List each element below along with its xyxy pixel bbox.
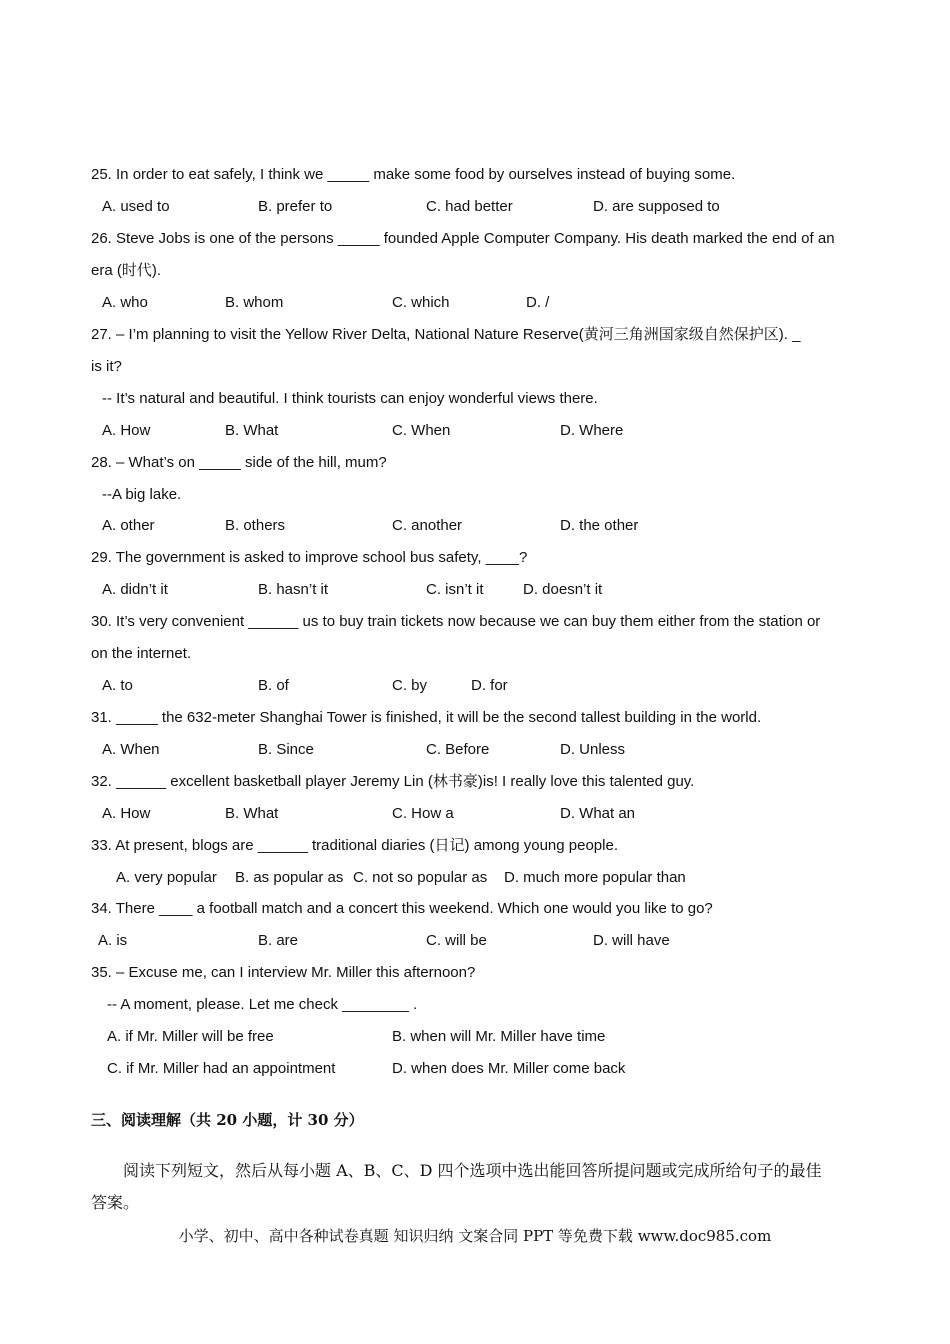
question-31-option-a: A. When [102,741,160,758]
question-33-option-b: B. as popular as [235,869,344,886]
question-32-line-1: 32. ______ excellent basketball player Jeremy Lin (林书豪)is! I really love this talented guy. [91,773,695,790]
question-30-option-b: B. of [258,677,289,694]
question-30-line-1: 30. It’s very convenient ______ us to buy train tickets now because we can buy them either from the station or [91,613,821,630]
question-33-option-c: C. not so popular as [353,869,488,886]
question-30-option-d: D. for [471,677,508,694]
question-25-option-b: B. prefer to [258,198,333,215]
question-27-option-a: A. How [102,422,151,439]
section-instruction-line-1: 阅读下列短文，然后从每小题 A、B、C、D 四个选项中选出能回答所提问题或完成所给句子的最佳 [123,1161,822,1180]
question-26-option-b: B. whom [225,294,284,311]
question-35-line-2: -- A moment, please. Let me check ________ . [107,996,418,1013]
question-35-option-c: C. if Mr. Miller had an appointment [107,1060,336,1077]
question-26-option-c: C. which [392,294,450,311]
section-title: 三、阅读理解（共 20 小题，计 30 分） [91,1111,364,1129]
question-33-option-d: D. much more popular than [504,869,686,886]
question-31-option-b: B. Since [258,741,314,758]
question-29-option-b: B. hasn’t it [258,581,329,598]
question-34-option-d: D. will have [593,932,670,949]
question-25-line-1: 25. In order to eat safely, I think we _____ make some food by ourselves instead of buying some. [91,166,736,183]
question-35-option-d: D. when does Mr. Miller come back [392,1060,626,1077]
question-25-option-d: D. are supposed to [593,198,720,215]
question-35-option-a: A. if Mr. Miller will be free [107,1028,274,1045]
question-28-line-1: 28. – What’s on _____ side of the hill, mum? [91,454,387,471]
question-35-line-1: 35. – Excuse me, can I interview Mr. Miller this afternoon? [91,964,476,981]
question-34-option-c: C. will be [426,932,487,949]
question-32-option-a: A. How [102,805,151,822]
question-27-line-1: 27. – I’m planning to visit the Yellow River Delta, National Nature Reserve(黄河三角洲国家级自然保护区). _ [91,326,801,343]
question-29-line-1: 29. The government is asked to improve school bus safety, ____? [91,549,528,566]
question-30-option-c: C. by [392,677,428,694]
question-26-option-d: D. / [526,294,550,311]
question-27-option-b: B. What [225,422,279,439]
question-30-option-a: A. to [102,677,133,694]
question-30-line-2: on the internet. [91,645,192,662]
question-25-option-c: C. had better [426,198,513,215]
question-27-option-d: D. Where [560,422,624,439]
question-32-option-c: C. How a [392,805,454,822]
question-34-option-a: A. is [98,932,128,949]
question-25-option-a: A. used to [102,198,170,215]
question-33-option-a: A. very popular [116,869,217,886]
question-26-line-2: era (时代). [91,262,162,279]
question-27-line-2: is it? [91,358,122,375]
question-32-option-b: B. What [225,805,279,822]
question-31-option-d: D. Unless [560,741,626,758]
question-32-option-d: D. What an [560,805,636,822]
question-31-option-c: C. Before [426,741,490,758]
question-31-line-1: 31. _____ the 632-meter Shanghai Tower is finished, it will be the second tallest building in the world. [91,709,762,726]
question-34-line-1: 34. There ____ a football match and a concert this weekend. Which one would you like to go? [91,900,713,917]
question-33-line-1: 33. At present, blogs are ______ traditional diaries (日记) among young people. [91,837,618,854]
question-29-option-c: C. isn’t it [426,581,484,598]
section-instruction-line-2: 答案。 [91,1193,140,1212]
question-35-option-b: B. when will Mr. Miller have time [392,1028,606,1045]
page-footer: 小学、初中、高中各种试卷真题 知识归纳 文案合同 PPT 等免费下载 www.doc985.com [178,1227,772,1245]
question-29-option-d: D. doesn’t it [523,581,603,598]
question-26-option-a: A. who [102,294,148,311]
question-28-option-a: A. other [102,517,155,534]
question-26-line-1: 26. Steve Jobs is one of the persons _____ founded Apple Computer Company. His death marked the end of an [91,230,835,247]
question-28-option-b: B. others [225,517,286,534]
question-34-option-b: B. are [258,932,299,949]
question-28-line-2: --A big lake. [102,486,182,503]
question-27-line-3: -- It’s natural and beautiful. I think tourists can enjoy wonderful views there. [102,390,598,407]
question-28-option-c: C. another [392,517,463,534]
question-28-option-d: D. the other [560,517,639,534]
question-29-option-a: A. didn’t it [102,581,168,598]
question-27-option-c: C. When [392,422,451,439]
